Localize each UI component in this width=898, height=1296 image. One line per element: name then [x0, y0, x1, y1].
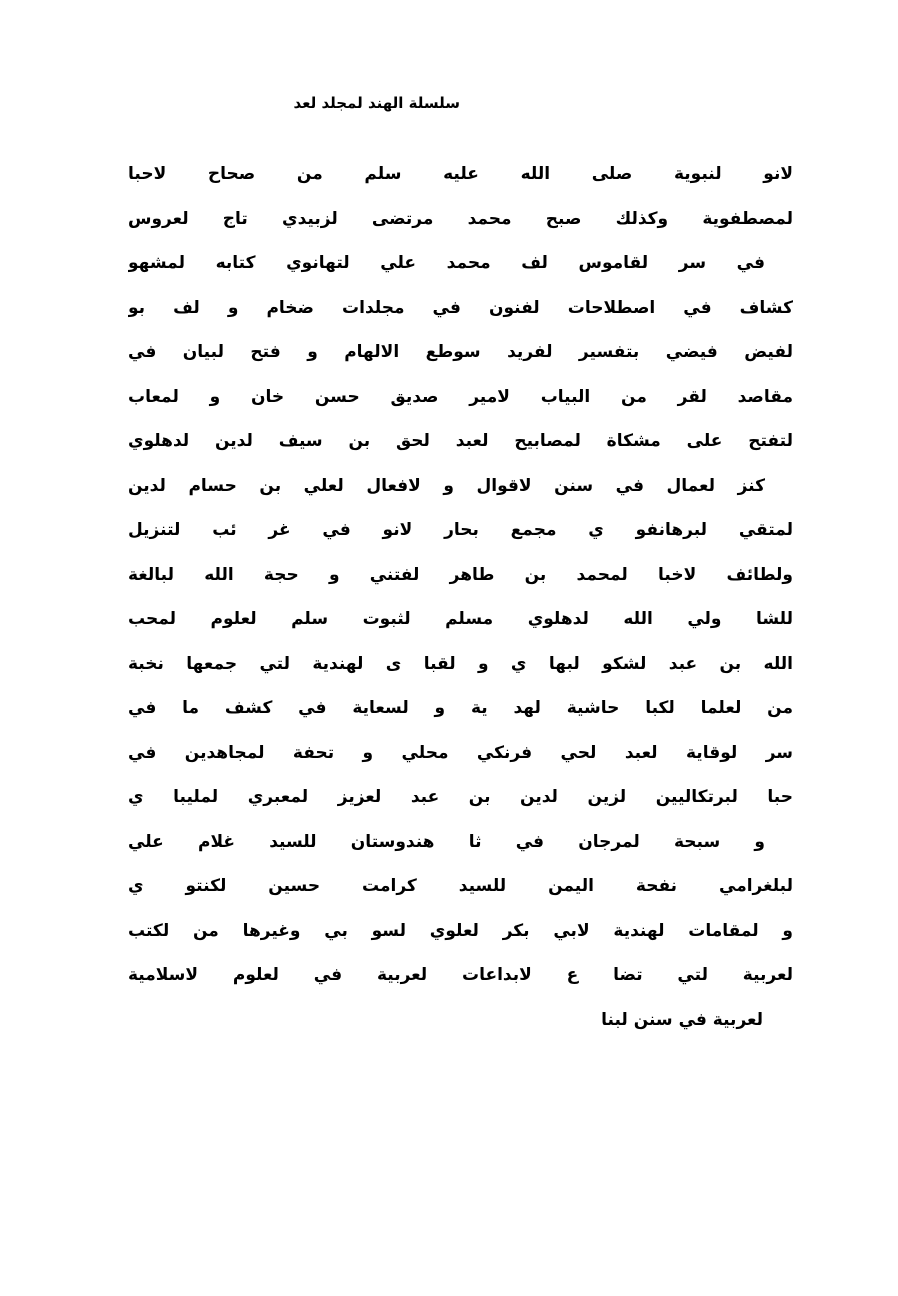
text-line-15: حبا لبرتكاليين لزين لدين بن عبد لعزيز لمعبري لمليبا ي: [128, 787, 793, 807]
text-line-10: ولطائف لاخبا لمحمد بن طاهر لفتني و حجة الله لبالغة: [128, 564, 793, 585]
text-line-1: لانو لنبوية صلى الله عليه سلم من صحاح لاحبا: [128, 164, 793, 184]
text-line-9: لمتقي لبرهانفو ي مجمع بحار لانو في غر ئب لتنزيل: [128, 520, 793, 540]
text-line-19: لعربية لتي تضا ع لابداعات لعربية في لعلوم لاسلامية: [128, 965, 793, 985]
text-line-14: سر لوقاية لعبد لحي فرنكي محلي و تحفة لمجاهدين في: [128, 742, 793, 763]
running-header: سلسلة الهند لمجلد لعد: [293, 94, 460, 112]
text-line-8: كنز لعمال في سنن لاقوال و لافعال لعلي بن حسام لدين: [128, 475, 765, 496]
body-text: [128, 152, 793, 1042]
text-line-20: لعربية في سنن لبنا: [601, 1009, 763, 1030]
text-line-13: من لعلما لكبا حاشية لهد ية و لسعاية في كشف ما في: [128, 698, 793, 718]
text-line-6: مقاصد لقر من البياب لامير صديق حسن خان و لمعاب: [128, 386, 793, 407]
text-line-5: لفيض فيضي بتفسير لفريد سوطع الالهام و فتح لبيان في: [128, 342, 793, 362]
text-line-16: و سبحة لمرجان في ثا هندوستان للسيد غلام علي: [128, 831, 765, 852]
text-line-2: لمصطفوية وكذلك صبح محمد مرتضى لزبيدي تاج لعروس: [128, 208, 793, 229]
text-line-11: للشا ولي الله لدهلوي مسلم لثبوت سلم لعلوم لمحب: [128, 609, 793, 629]
text-line-4: كشاف في اصطلاحات لفنون في مجلدات ضخام و لف بو: [128, 297, 793, 318]
text-line-17: لبلغرامي نفحة اليمن للسيد كرامت حسين لكنتو ي: [128, 876, 793, 896]
text-line-3: في سر لقاموس لف محمد علي لتهانوي كتابه لمشهو: [128, 253, 765, 273]
text-line-12: الله بن عبد لشكو لبها ي و لقبا ى لهندية لتي جمعها نخبة: [128, 653, 793, 674]
text-line-18: و لمقامات لهندية لابي بكر لعلوي لسو بي وغيرها من لكتب: [128, 920, 793, 941]
text-line-7: لتفتح على مشكاة لمصابيح لعبد لحق بن سيف لدين لدهلوي: [128, 431, 793, 451]
